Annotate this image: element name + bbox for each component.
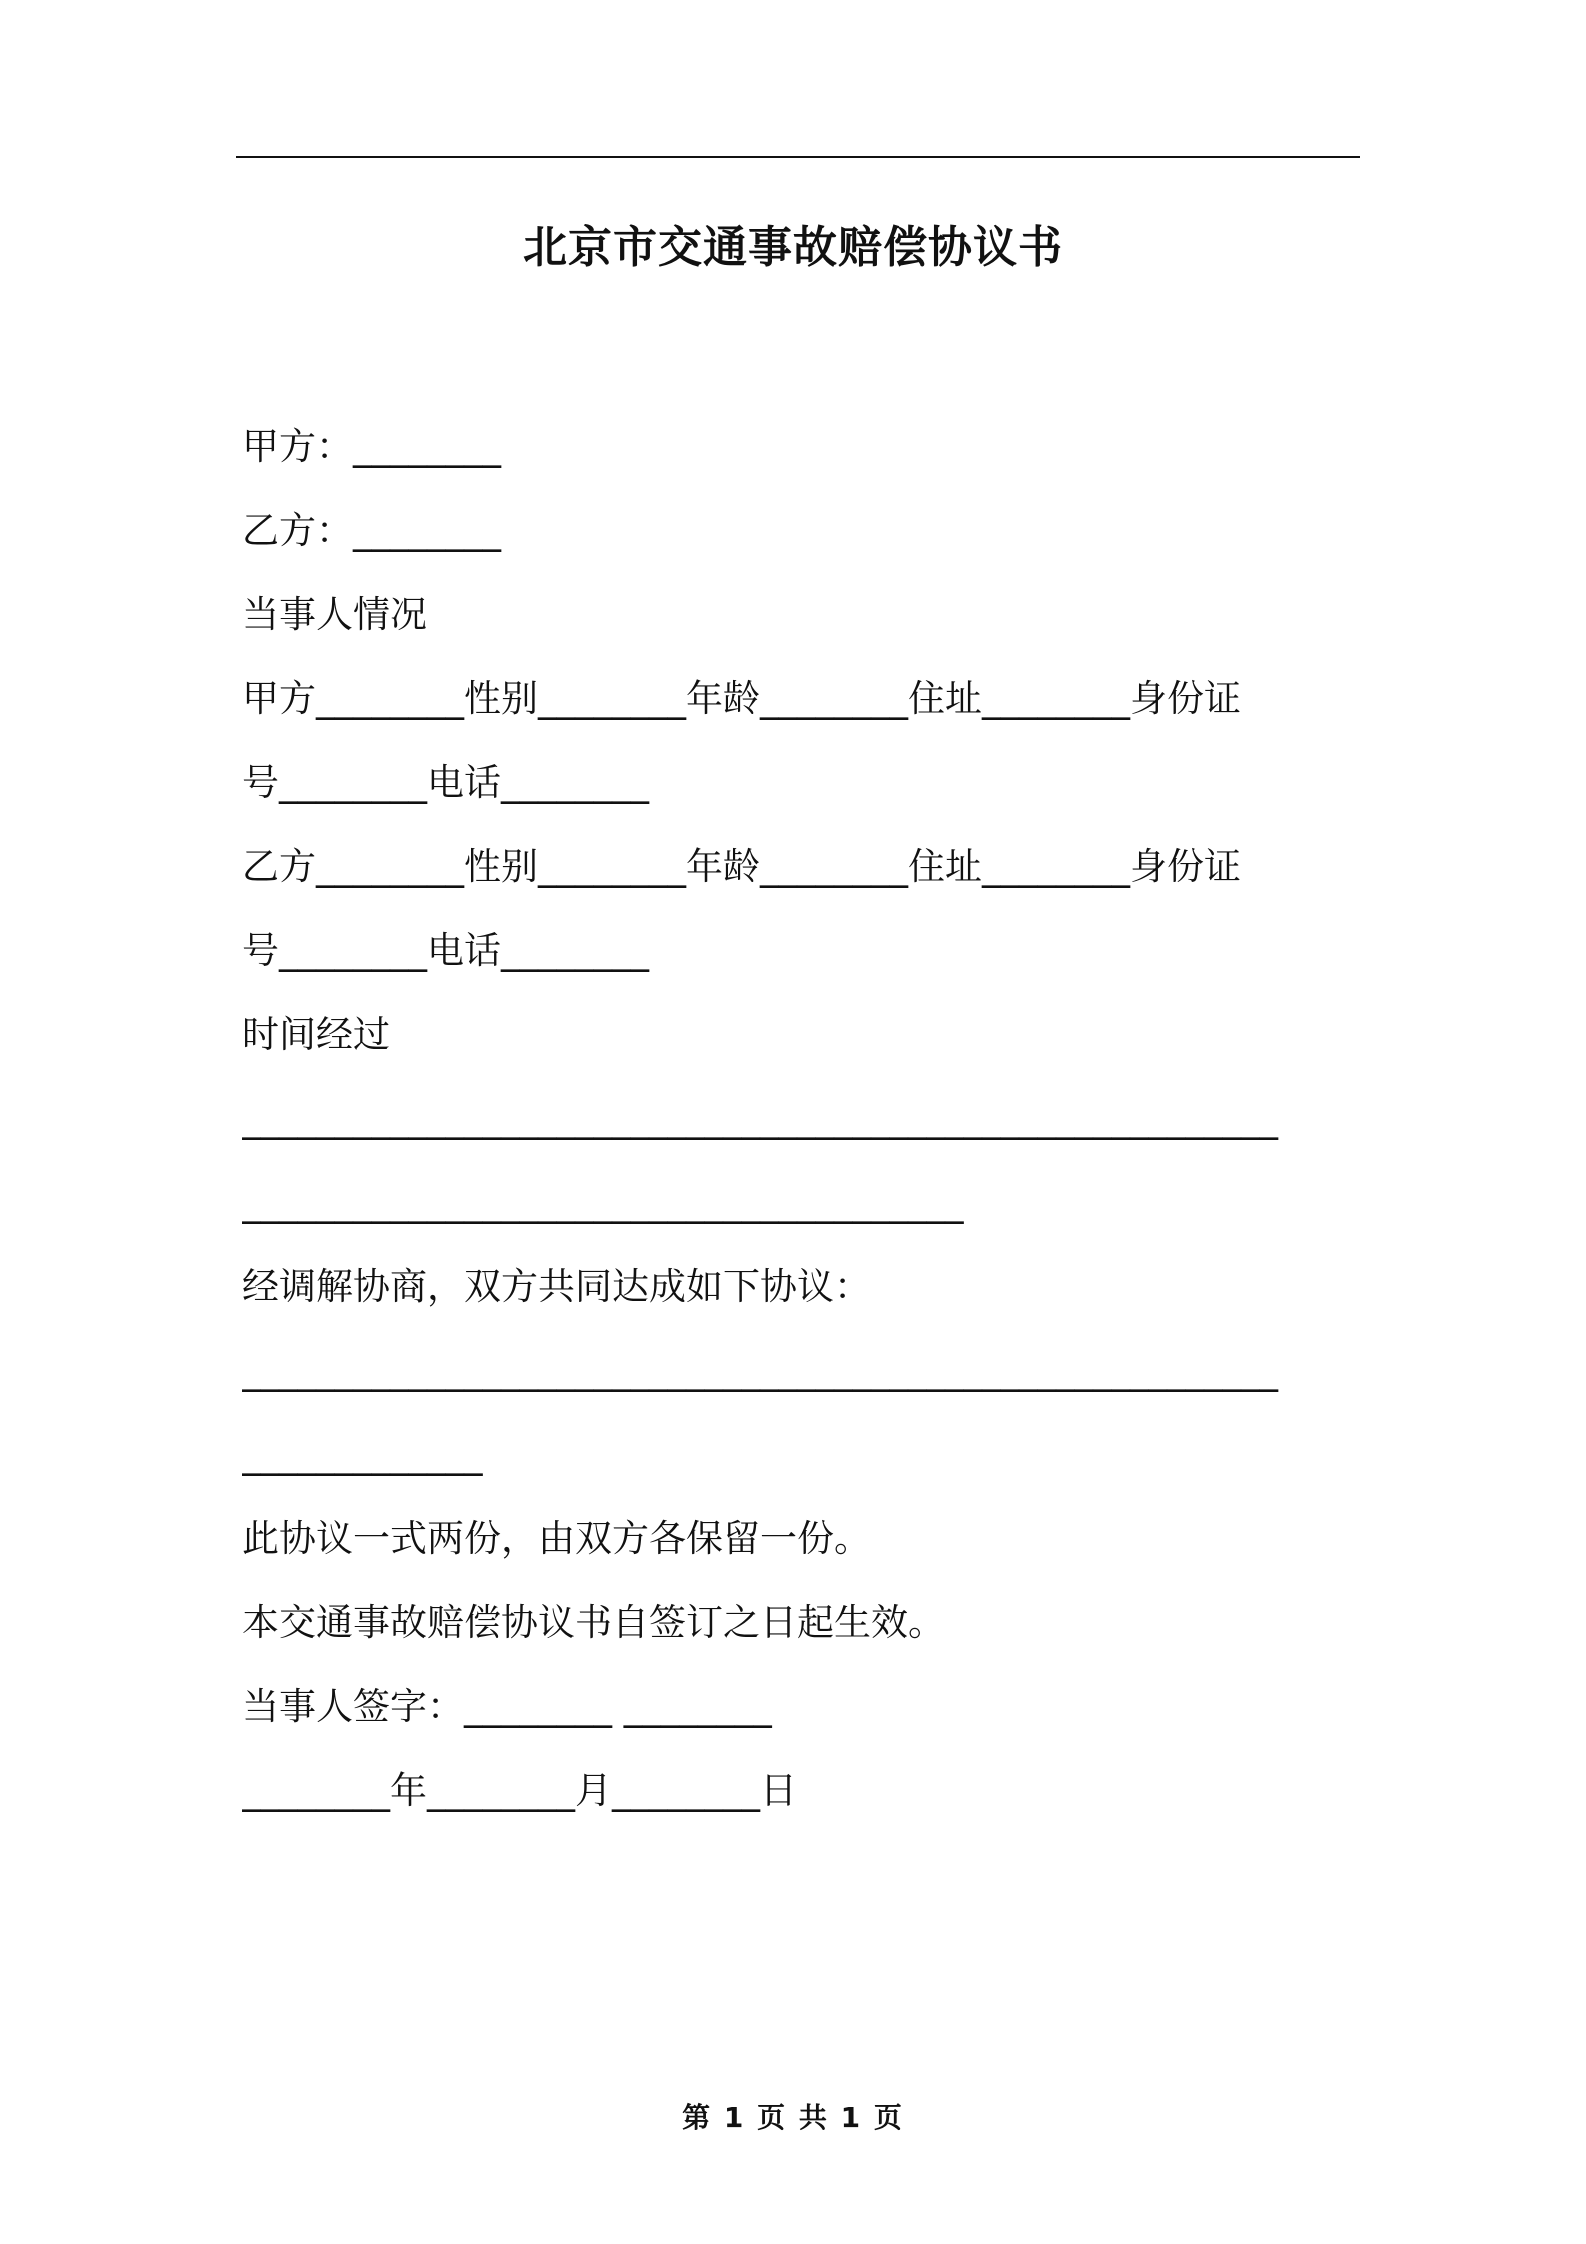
party-b-line: 乙方：________: [242, 509, 501, 552]
incident-blank-line-2: _______________________________________: [242, 1181, 964, 1224]
page-number-footer: 第 1 页 共 1 页: [682, 2101, 904, 2134]
header-rule: [236, 156, 1360, 158]
party-b-details-line-1: 乙方________性别________年龄________住址________身份证: [242, 845, 1241, 888]
effective-clause: 本交通事故赔偿协议书自签订之日起生效。: [242, 1601, 945, 1644]
party-a-details-line-1: 甲方________性别________年龄________住址________身份证: [242, 677, 1241, 720]
date-line: ________年________月________日: [242, 1769, 797, 1812]
parties-heading: 当事人情况: [242, 593, 427, 636]
party-b-details-line-2: 号________电话________: [242, 929, 649, 972]
party-a-details-line-2: 号________电话________: [242, 761, 649, 804]
document-title: 北京市交通事故赔偿协议书: [523, 222, 1063, 273]
copies-clause: 此协议一式两份，由双方各保留一份。: [242, 1517, 871, 1560]
party-a-line: 甲方：________: [242, 425, 501, 468]
agreement-intro: 经调解协商，双方共同达成如下协议：: [242, 1265, 871, 1308]
signature-line: 当事人签字：________ ________: [242, 1685, 772, 1728]
incident-heading: 时间经过: [242, 1013, 390, 1056]
agreement-blank-line-1: ________________________________________________________: [242, 1349, 1278, 1392]
agreement-blank-line-2: _____________: [242, 1433, 483, 1476]
incident-blank-line-1: ________________________________________________________: [242, 1097, 1278, 1140]
document-body: [242, 405, 1362, 1833]
